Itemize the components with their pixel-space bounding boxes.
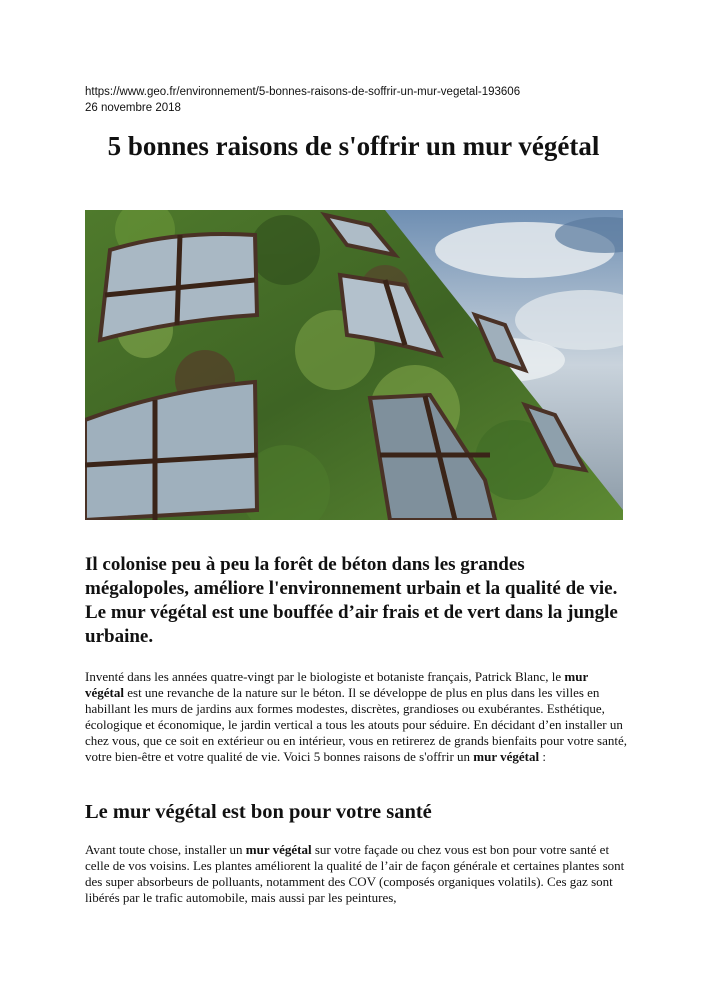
intro-text-1: Inventé dans les années quatre-vingt par le biologiste et botaniste français, Patrick Blanc, le: [85, 669, 565, 684]
health-text-2: sur votre façade ou chez vous est bon pour votre santé et celle de vos voisins. Les plantes améliorent la qualité de l’air de façon générale et certaines plantes sont des super absorbeurs de polluants, notamment des COV (composés organiques volatils). Ces gaz sont libérés par le trafic automobile, mais aussi par les peintures,: [85, 842, 625, 905]
intro-text-2: est une revanche de la nature sur le béton. Il se développe de plus en plus dans les villes en habillant les murs de jardins aux formes modestes, discrètes, grandioses ou exubérantes. Esthétique, écologique et économique, le jardin vertical a tous les atouts pour séduire. En décidant d’en installer un chez vous, que ce soit en extérieur ou en intérieur, vous en retirerez de grands bienfaits pour votre santé, votre bien-être et votre qualité de vie. Voici 5 bonnes raisons de s'offrir un: [85, 685, 628, 764]
source-info: [85, 84, 520, 116]
green-wall-photo: [85, 210, 623, 520]
intro-keyword-2: mur végétal: [473, 749, 540, 764]
green-wall-illustration: [85, 210, 623, 520]
article-lead: Il colonise peu à peu la forêt de béton dans les grandes mégalopoles, améliore l'environnement urbain et la qualité de vie. Le mur végétal est une bouffée d’air frais et de vert dans la jungle urbaine.: [85, 554, 618, 647]
source-url: https://www.geo.fr/environnement/5-bonnes-raisons-de-soffrir-un-mur-vegetal-193606: [85, 86, 521, 98]
intro-paragraph: [85, 669, 630, 765]
health-keyword: mur végétal: [245, 842, 312, 857]
publication-date: 26 novembre 2018: [85, 102, 181, 114]
intro-text-3: :: [539, 749, 546, 764]
section-heading-health: Le mur végétal est bon pour votre santé: [85, 801, 432, 823]
article-title: 5 bonnes raisons de s'offrir un mur végétal: [107, 131, 600, 161]
health-paragraph: [85, 842, 630, 906]
intro-keyword-1: mur végétal: [85, 669, 589, 700]
health-text-1: Avant toute chose, installer un: [85, 842, 246, 857]
